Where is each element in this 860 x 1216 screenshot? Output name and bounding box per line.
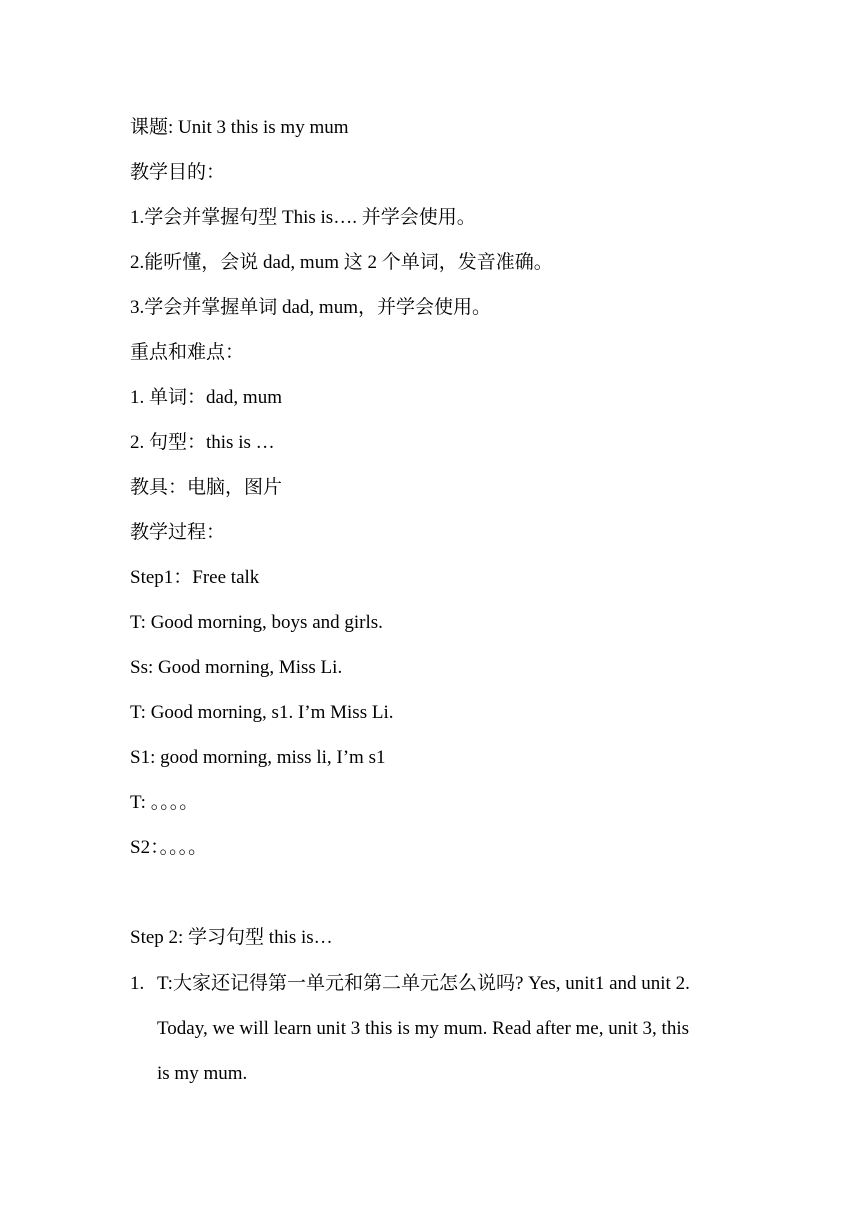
objective-item: 3.学会并掌握单词 dad, mum，并学会使用。: [130, 297, 491, 318]
list-item-line: is my mum.: [157, 1063, 248, 1084]
step1-heading: Step1：Free talk: [130, 567, 260, 588]
objective-item: 1.学会并掌握句型 This is…. 并学会使用。: [130, 207, 476, 228]
dialogue-line: T: Good morning, s1. I’m Miss Li.: [130, 702, 394, 723]
teaching-tools: 教具：电脑，图片: [130, 477, 283, 498]
step2-heading: Step 2: 学习句型 this is…: [130, 927, 333, 948]
dialogue-line: S1: good morning, miss li, I’m s1: [130, 747, 386, 768]
keypoints-heading: 重点和难点：: [130, 342, 245, 363]
dialogue-line: S2：。。。。: [130, 837, 208, 858]
process-heading: 教学过程：: [130, 522, 226, 543]
keypoint-item: 2. 句型：this is …: [130, 432, 275, 453]
dialogue-line: Ss: Good morning, Miss Li.: [130, 657, 343, 678]
keypoint-item: 1. 单词：dad, mum: [130, 387, 282, 408]
list-item-line: Today, we will learn unit 3 this is my mum. Read after me, unit 3, this: [157, 1018, 689, 1039]
lesson-title: 课题: Unit 3 this is my mum: [130, 117, 349, 138]
objective-item: 2.能听懂，会说 dad, mum 这 2 个单词，发音准确。: [130, 252, 553, 273]
objectives-heading: 教学目的：: [130, 162, 226, 183]
dialogue-line: T: Good morning, boys and girls.: [130, 612, 383, 633]
list-item-line: T:大家还记得第一单元和第二单元怎么说吗? Yes, unit1 and unit 2.: [157, 973, 690, 994]
dialogue-line: T: 。。。。: [130, 792, 199, 813]
list-number: 1.: [130, 973, 145, 994]
